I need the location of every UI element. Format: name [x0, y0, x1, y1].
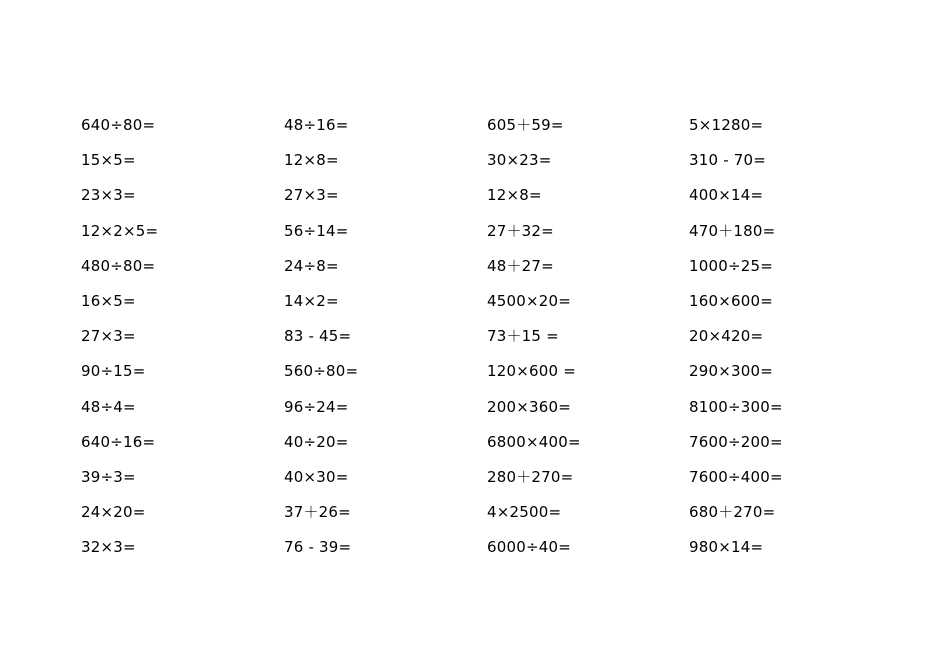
problem: 7600÷200=	[689, 432, 783, 451]
problem: 980×14=	[689, 538, 764, 557]
problem: 6800×400=	[487, 432, 581, 451]
problem: 14×2=	[284, 291, 339, 310]
problem: 680＋270=	[689, 503, 776, 522]
problem: 12×8=	[487, 186, 542, 205]
problem: 48÷16=	[284, 116, 349, 134]
problem: 4500×20=	[487, 291, 571, 310]
problem: 15×5=	[81, 151, 136, 170]
problem: 39÷3=	[81, 467, 136, 486]
problem: 73＋15 =	[487, 327, 559, 346]
problem: 76 - 39=	[284, 538, 352, 557]
problem: 480÷80=	[81, 256, 156, 275]
problem: 470＋180=	[689, 221, 776, 240]
problem: 56÷14=	[284, 221, 349, 240]
problem: 20×420=	[689, 327, 764, 346]
problem: 12×8=	[284, 151, 339, 170]
problem: 48÷4=	[81, 397, 136, 416]
problem: 40×30=	[284, 467, 349, 486]
problem: 310 - 70=	[689, 151, 767, 170]
problem: 37＋26=	[284, 503, 351, 522]
problem: 27×3=	[81, 327, 136, 346]
problem: 640÷80=	[81, 116, 156, 134]
arithmetic-worksheet	[81, 113, 901, 570]
problem: 280＋270=	[487, 467, 574, 486]
problem: 200×360=	[487, 397, 571, 416]
problem: 120×600 =	[487, 362, 576, 381]
problem: 23×3=	[81, 186, 136, 205]
problem: 5×1280=	[689, 116, 764, 134]
problem: 160×600=	[689, 291, 773, 310]
problem: 40÷20=	[284, 432, 349, 451]
problem: 12×2×5=	[81, 221, 159, 240]
problem: 560÷80=	[284, 362, 359, 381]
problem: 32×3=	[81, 538, 136, 557]
problem: 24×20=	[81, 503, 146, 522]
problem: 400×14=	[689, 186, 764, 205]
problem: 6000÷40=	[487, 538, 571, 557]
problem: 83 - 45=	[284, 327, 352, 346]
problem: 48＋27=	[487, 256, 554, 275]
problem: 640÷16=	[81, 432, 156, 451]
problem: 605＋59=	[487, 116, 564, 134]
problem: 24÷8=	[284, 256, 339, 275]
problem: 7600÷400=	[689, 467, 783, 486]
problem: 16×5=	[81, 291, 136, 310]
problem: 8100÷300=	[689, 397, 783, 416]
problem: 96÷24=	[284, 397, 349, 416]
problem: 27＋32=	[487, 221, 554, 240]
problem: 4×2500=	[487, 503, 562, 522]
problem: 90÷15=	[81, 362, 146, 381]
problem: 30×23=	[487, 151, 552, 170]
problem: 290×300=	[689, 362, 773, 381]
problem: 27×3=	[284, 186, 339, 205]
problem: 1000÷25=	[689, 256, 773, 275]
